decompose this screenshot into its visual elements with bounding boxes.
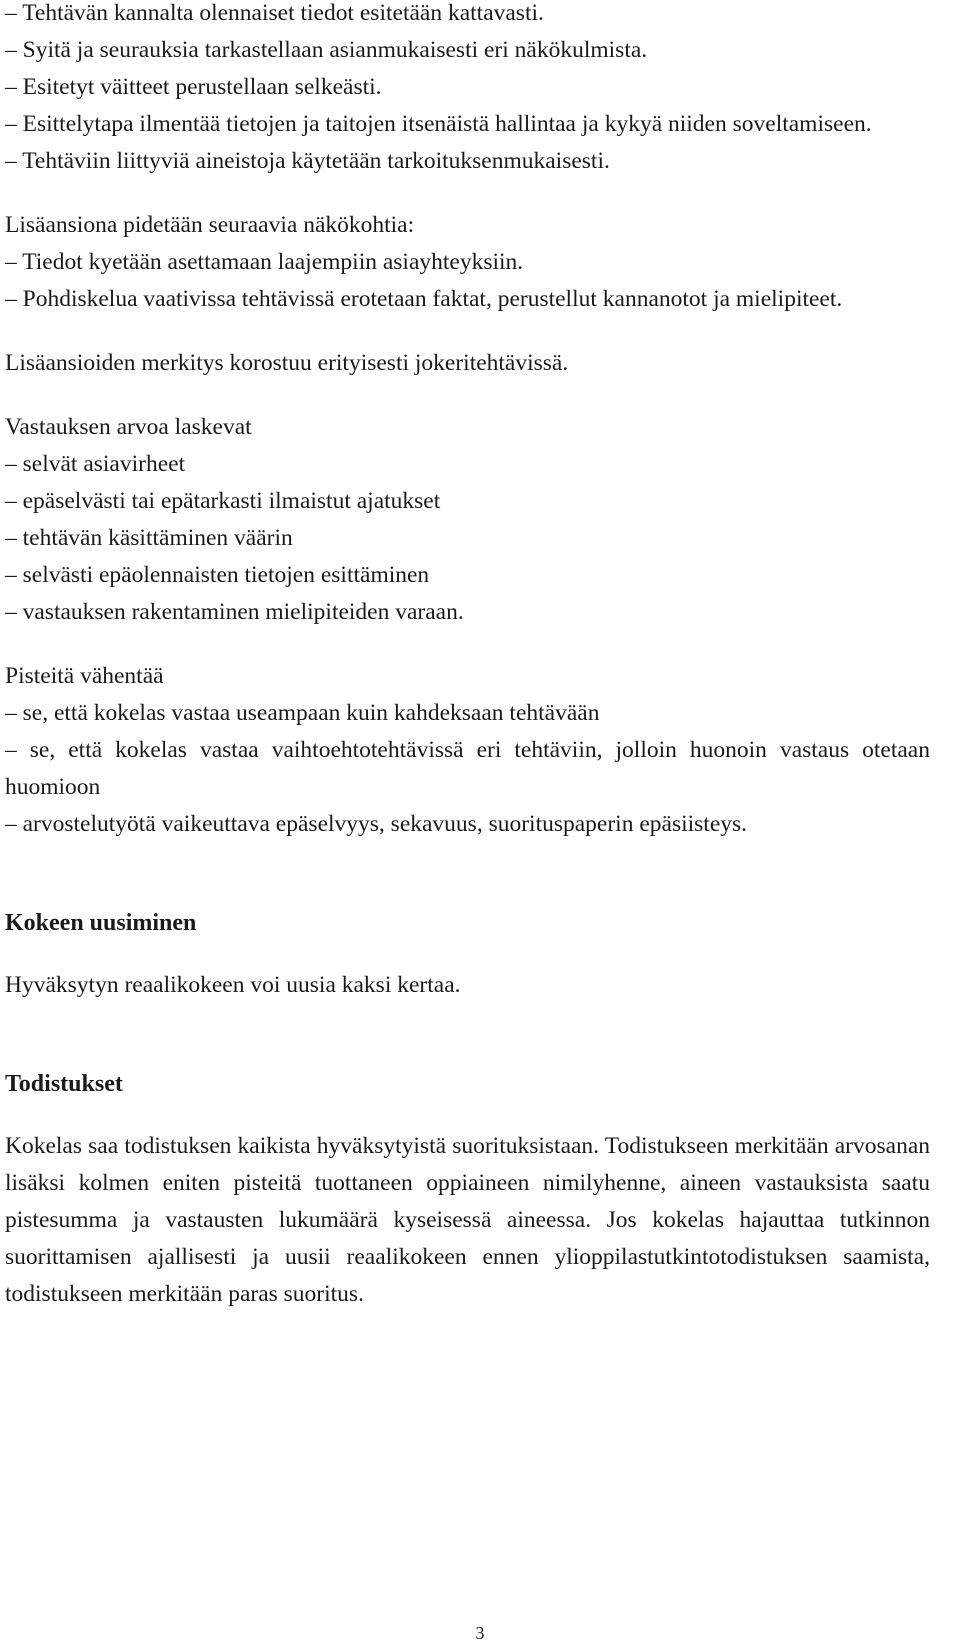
document-page	[5, 0, 930, 1313]
deduction-list	[5, 409, 930, 631]
merit-item: – Tiedot kyetään asettamaan laajempiin asiayhteyksiin.	[5, 249, 524, 275]
penalty-item: – se, että kokelas vastaa vaihtoehtotehtävissä eri tehtäviin, jolloin huonoin vastaus otetaan huomioon	[5, 737, 930, 800]
merit-list	[5, 207, 930, 318]
criteria-item: – Tehtävän kannalta olennaiset tiedot esitetään kattavasti.	[5, 0, 544, 26]
penalty-intro: Pisteitä vähentää	[5, 663, 164, 689]
deduction-item: – selvät asiavirheet	[5, 451, 186, 477]
section-text-retake: Hyväksytyn reaalikokeen voi uusia kaksi kertaa.	[5, 972, 461, 998]
deduction-intro: Vastauksen arvoa laskevat	[5, 414, 252, 440]
page-number: 3	[475, 1623, 485, 1643]
criteria-item: – Tehtäviin liittyviä aineistoja käytetään tarkoituksenmukaisesti.	[5, 148, 610, 174]
merit-note: Lisäansioiden merkitys korostuu erityisesti jokeritehtävissä.	[5, 350, 569, 376]
deduction-item: – vastauksen rakentaminen mielipiteiden varaan.	[5, 599, 464, 625]
section-text-certificates: Kokelas saa todistuksen kaikista hyväksytyistä suorituksistaan. Todistukseen merkitään arvosanan lisäksi kolmen eniten pisteitä tuottaneen oppiaineen nimilyhenne, aineen vastauksista saatu pistesumma ja vastausten lukumäärä kyseisessä aineessa. Jos kokelas hajauttaa tutkinnon suorittamisen ajallisesti ja uusii reaalikokeen ennen ylioppilastutkintotodistuksen saamista, todistukseen merkitään paras suoritus.	[5, 1133, 930, 1307]
merit-item: – Pohdiskelua vaativissa tehtävissä erotetaan faktat, perustellut kannanotot ja mielipiteet.	[5, 286, 843, 312]
deduction-item: – epäselvästi tai epätarkasti ilmaistut ajatukset	[5, 488, 441, 514]
criteria-item: – Esitetyt väitteet perustellaan selkeästi.	[5, 74, 382, 100]
penalty-list	[5, 658, 930, 843]
penalty-item: – se, että kokelas vastaa useampaan kuin kahdeksaan tehtävään	[5, 700, 600, 726]
merit-intro: Lisäansiona pidetään seuraavia näkökohtia:	[5, 212, 415, 238]
criteria-list	[5, 0, 930, 180]
criteria-item: – Esittelytapa ilmentää tietojen ja taitojen itsenäistä hallintaa ja kykyä niiden soveltamiseen.	[5, 111, 872, 137]
criteria-item: – Syitä ja seurauksia tarkastellaan asianmukaisesti eri näkökulmista.	[5, 37, 648, 63]
penalty-item: – arvostelutyötä vaikeuttava epäselvyys, sekavuus, suorituspaperin epäsiisteys.	[5, 811, 748, 837]
section-heading-certificates: Todistukset	[5, 1071, 123, 1097]
section-heading-retake: Kokeen uusiminen	[5, 910, 197, 936]
deduction-item: – selvästi epäolennaisten tietojen esittäminen	[5, 562, 430, 588]
deduction-item: – tehtävän käsittäminen väärin	[5, 525, 293, 551]
